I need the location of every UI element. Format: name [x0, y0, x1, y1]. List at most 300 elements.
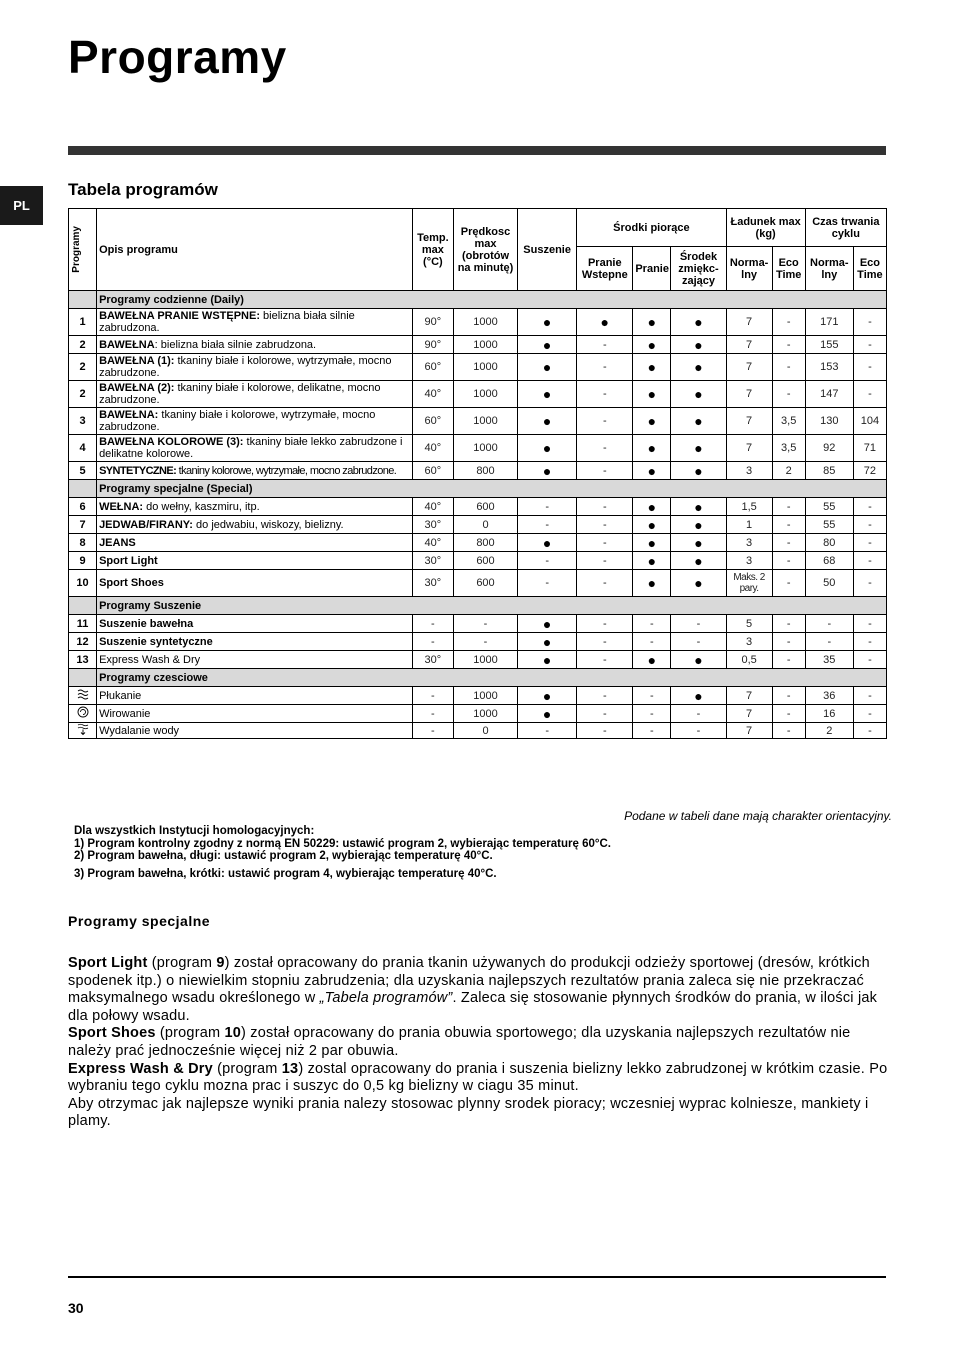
load-eco-cell: -	[772, 534, 805, 552]
duration-normal-cell: 153	[805, 354, 853, 381]
language-tab: PL	[0, 186, 43, 225]
program-number: 11	[69, 615, 97, 633]
header-ladunek-eco: Eco Time	[772, 247, 805, 291]
temperature-cell: -	[412, 633, 453, 651]
wash-detergent-cell: ●	[633, 651, 671, 669]
table-row	[69, 498, 887, 516]
drying-cell: -	[518, 516, 577, 534]
program-number: 6	[69, 498, 97, 516]
table-row	[69, 687, 887, 705]
prewash-detergent-cell: -	[577, 651, 633, 669]
homolog-note-1: 1) Program kontrolny zgodny z normą EN 50229: ustawić program 2, wybierając temperaturę 60°C.	[74, 837, 611, 850]
table-row	[69, 309, 887, 336]
header-ladunek-normalny: Norma-lny	[726, 247, 772, 291]
softener-cell: -	[671, 705, 726, 723]
load-normal-cell: 3	[726, 633, 772, 651]
program-number: 7	[69, 516, 97, 534]
program-detail: Płukanie	[99, 689, 142, 702]
program-name: SYNTETYCZNE:	[99, 464, 177, 477]
table-row	[69, 633, 887, 651]
duration-eco-cell: -	[853, 570, 886, 597]
table-row	[69, 462, 887, 480]
spin-speed-cell: 1000	[453, 705, 517, 723]
program-name: BAWEŁNA KOLOROWE (3):	[99, 436, 244, 448]
program-detail: : bielizna biała silnie zabrudzona.	[154, 338, 317, 351]
section-header-row	[69, 669, 887, 687]
program-number: 2	[69, 354, 97, 381]
header-opis: Opis programu	[97, 209, 413, 291]
load-normal-cell: 1,5	[726, 498, 772, 516]
program-name: JEANS	[99, 536, 136, 549]
wash-detergent-cell: ●	[633, 516, 671, 534]
drying-cell: ●	[518, 435, 577, 462]
load-normal-cell: 7	[726, 354, 772, 381]
program-description	[97, 498, 413, 516]
temperature-cell: 60°	[412, 354, 453, 381]
temperature-cell: 40°	[412, 498, 453, 516]
table-row	[69, 570, 887, 597]
duration-eco-cell: 72	[853, 462, 886, 480]
drain-icon	[77, 726, 89, 738]
special-programs-description	[68, 955, 893, 1131]
program-description	[97, 408, 413, 435]
temperature-cell: 60°	[412, 408, 453, 435]
drying-cell: ●	[518, 336, 577, 354]
wash-detergent-cell: ●	[633, 336, 671, 354]
softener-cell: -	[671, 633, 726, 651]
table-row	[69, 381, 887, 408]
duration-normal-cell: 55	[805, 498, 853, 516]
duration-normal-cell: 68	[805, 552, 853, 570]
prewash-detergent-cell: -	[577, 498, 633, 516]
section-title-cell: Programy specjalne (Special)	[97, 480, 887, 498]
prewash-detergent-cell: -	[577, 435, 633, 462]
load-normal-cell: 7	[726, 705, 772, 723]
duration-eco-cell: -	[853, 723, 886, 739]
softener-cell: -	[671, 723, 726, 739]
table-row	[69, 534, 887, 552]
temperature-cell: -	[412, 723, 453, 739]
load-normal-cell: 7	[726, 408, 772, 435]
drying-cell: -	[518, 723, 577, 739]
spin-speed-cell: 1000	[453, 381, 517, 408]
temperature-cell: -	[412, 615, 453, 633]
duration-normal-cell: 55	[805, 516, 853, 534]
header-czas-normalny: Norma-lny	[805, 247, 853, 291]
temperature-cell: 90°	[412, 336, 453, 354]
section-header-spacer	[69, 291, 97, 309]
header-ladunek: Ładunek max (kg)	[726, 209, 805, 247]
prewash-detergent-cell: ●	[577, 309, 633, 336]
drying-cell: ●	[518, 705, 577, 723]
table-row	[69, 723, 887, 739]
spin-speed-cell: 1000	[453, 435, 517, 462]
load-normal-cell: 7	[726, 336, 772, 354]
temperature-cell: 30°	[412, 651, 453, 669]
page-number: 30	[68, 1300, 84, 1316]
temperature-cell: -	[412, 705, 453, 723]
temperature-cell: 30°	[412, 552, 453, 570]
program-detail: tkaniny kolorowe, wytrzymałe, mocno zabrudzone.	[176, 464, 397, 477]
spin-speed-cell: -	[453, 633, 517, 651]
header-programy: Programy	[69, 209, 97, 291]
table-row	[69, 336, 887, 354]
program-detail: do wełny, kaszmiru, itp.	[143, 500, 260, 513]
express-wash-paragraph: Express Wash & Dry (program 13) zostal opracowany do prania i suszenia bielizny lekko zabrudzonej w krótkim czasie. Po wybraniu tego cyklu mozna prac i suszyc do 0,5 kg bielizny w ciagu 35 minut.	[68, 1060, 888, 1095]
temperature-cell: 40°	[412, 381, 453, 408]
duration-normal-cell: 171	[805, 309, 853, 336]
drying-cell: -	[518, 498, 577, 516]
section-title: Tabela programów	[68, 180, 218, 199]
duration-normal-cell: 50	[805, 570, 853, 597]
spin-speed-cell: 1000	[453, 408, 517, 435]
wash-detergent-cell: -	[633, 615, 671, 633]
section-header-spacer	[69, 669, 97, 687]
spin-speed-cell: 1000	[453, 309, 517, 336]
wash-detergent-cell: -	[633, 723, 671, 739]
duration-eco-cell: -	[853, 651, 886, 669]
drying-cell: ●	[518, 354, 577, 381]
duration-eco-cell: -	[853, 309, 886, 336]
program-number	[69, 723, 97, 739]
sport-shoes-paragraph: Sport Shoes (program 10) został opracowany do prania obuwia sportowego; dla uzyskania najlepszych rezultatów nie należy prać jednocześnie więcej niż 2 par obuwia.	[68, 1025, 851, 1059]
program-table-body	[69, 291, 887, 739]
prewash-detergent-cell: -	[577, 723, 633, 739]
program-description	[97, 570, 413, 597]
program-number: 3	[69, 408, 97, 435]
wash-detergent-cell: -	[633, 705, 671, 723]
section-header-spacer	[69, 597, 97, 615]
spin-speed-cell: 800	[453, 534, 517, 552]
program-description	[97, 633, 413, 651]
duration-normal-cell: 36	[805, 687, 853, 705]
load-eco-cell: -	[772, 354, 805, 381]
duration-normal-cell: 130	[805, 408, 853, 435]
duration-eco-cell: 104	[853, 408, 886, 435]
table-row	[69, 705, 887, 723]
program-description	[97, 435, 413, 462]
spin-speed-cell: 600	[453, 498, 517, 516]
header-suszenie: Suszenie	[518, 209, 577, 291]
program-detail: Wirowanie	[99, 707, 151, 720]
duration-eco-cell: -	[853, 354, 886, 381]
program-number: 2	[69, 336, 97, 354]
homologation-notes	[74, 825, 611, 880]
program-name: Suszenie syntetyczne	[99, 635, 213, 648]
load-normal-cell: Maks. 2 pary.	[726, 570, 772, 597]
program-name: Sport Shoes	[99, 577, 164, 589]
softener-cell: ●	[671, 381, 726, 408]
program-description	[97, 687, 413, 705]
duration-eco-cell: -	[853, 516, 886, 534]
duration-normal-cell: 147	[805, 381, 853, 408]
table-row	[69, 354, 887, 381]
drying-cell: ●	[518, 651, 577, 669]
program-name: JEDWAB/FIRANY:	[99, 518, 193, 531]
temperature-cell: 60°	[412, 462, 453, 480]
duration-eco-cell: 71	[853, 435, 886, 462]
orientation-note: Podane w tabeli dane mają charakter orientacyjny.	[624, 809, 892, 823]
spin-speed-cell: 0	[453, 723, 517, 739]
spin-speed-cell: 600	[453, 552, 517, 570]
program-description	[97, 354, 413, 381]
spin-speed-cell: 1000	[453, 336, 517, 354]
program-number: 8	[69, 534, 97, 552]
load-normal-cell: 3	[726, 534, 772, 552]
drying-cell: ●	[518, 462, 577, 480]
wash-detergent-cell: ●	[633, 408, 671, 435]
header-czas: Czas trwania cyklu	[805, 209, 886, 247]
duration-normal-cell: 80	[805, 534, 853, 552]
program-number: 12	[69, 633, 97, 651]
program-description	[97, 534, 413, 552]
softener-cell: ●	[671, 336, 726, 354]
drying-cell: ●	[518, 309, 577, 336]
softener-cell: ●	[671, 498, 726, 516]
program-number: 9	[69, 552, 97, 570]
program-name: BAWEŁNA	[99, 338, 155, 351]
prewash-detergent-cell: -	[577, 462, 633, 480]
program-number: 2	[69, 381, 97, 408]
load-eco-cell: -	[772, 516, 805, 534]
program-number: 10	[69, 570, 97, 597]
program-description	[97, 336, 413, 354]
program-detail: do jedwabiu, wiskozy, bielizny.	[192, 518, 344, 531]
drying-cell: ●	[518, 381, 577, 408]
softener-cell: ●	[671, 408, 726, 435]
header-srodki: Środki piorące	[577, 209, 726, 247]
wash-detergent-cell: ●	[633, 381, 671, 408]
wash-detergent-cell: ●	[633, 552, 671, 570]
load-normal-cell: 7	[726, 381, 772, 408]
temperature-cell: 40°	[412, 534, 453, 552]
homolog-note-3: 3) Program bawełna, krótki: ustawić program 4, wybierając temperaturę 40°C.	[74, 867, 497, 880]
spin-icon	[77, 709, 89, 721]
program-detail: Wydalanie wody	[99, 724, 180, 737]
duration-normal-cell: 85	[805, 462, 853, 480]
table-row	[69, 516, 887, 534]
load-eco-cell: -	[772, 381, 805, 408]
program-detail: bielizna biała silnie zabrudzona.	[99, 310, 355, 334]
temperature-cell: 30°	[412, 516, 453, 534]
prewash-detergent-cell: -	[577, 633, 633, 651]
spin-speed-cell: -	[453, 615, 517, 633]
softener-cell: ●	[671, 534, 726, 552]
duration-normal-cell: 35	[805, 651, 853, 669]
load-normal-cell: 7	[726, 309, 772, 336]
wash-detergent-cell: ●	[633, 570, 671, 597]
duration-normal-cell: 2	[805, 723, 853, 739]
duration-eco-cell: -	[853, 534, 886, 552]
spin-speed-cell: 1000	[453, 354, 517, 381]
duration-eco-cell: -	[853, 381, 886, 408]
wash-detergent-cell: ●	[633, 462, 671, 480]
drying-cell: -	[518, 552, 577, 570]
wash-detergent-cell: -	[633, 687, 671, 705]
load-eco-cell: -	[772, 498, 805, 516]
prewash-detergent-cell: -	[577, 336, 633, 354]
load-normal-cell: 1	[726, 516, 772, 534]
page-title: Programy	[68, 31, 287, 83]
header-pranie: Pranie	[633, 247, 671, 291]
softener-cell: ●	[671, 552, 726, 570]
table-row	[69, 552, 887, 570]
program-description	[97, 552, 413, 570]
header-predkosc: Prędkosc max (obrotów na minutę)	[453, 209, 517, 291]
duration-normal-cell: 92	[805, 435, 853, 462]
duration-eco-cell: -	[853, 336, 886, 354]
wash-detergent-cell: ●	[633, 498, 671, 516]
wash-detergent-cell: ●	[633, 309, 671, 336]
spin-speed-cell: 800	[453, 462, 517, 480]
program-description	[97, 309, 413, 336]
program-description	[97, 516, 413, 534]
program-number: 1	[69, 309, 97, 336]
program-name: BAWEŁNA (1):	[99, 355, 175, 367]
load-eco-cell: -	[772, 570, 805, 597]
load-eco-cell: -	[772, 309, 805, 336]
prewash-detergent-cell: -	[577, 408, 633, 435]
load-eco-cell: -	[772, 336, 805, 354]
program-name: Sport Light	[99, 554, 158, 567]
load-normal-cell: 3	[726, 552, 772, 570]
softener-cell: ●	[671, 354, 726, 381]
special-programs-heading: Programy specjalne	[68, 913, 211, 929]
prewash-detergent-cell: -	[577, 516, 633, 534]
table-row	[69, 435, 887, 462]
program-detail: tkaniny białe i kolorowe, wytrzymałe, mocno zabrudzone.	[99, 355, 392, 379]
spin-speed-cell: 600	[453, 570, 517, 597]
prewash-detergent-cell: -	[577, 705, 633, 723]
wash-detergent-cell: ●	[633, 435, 671, 462]
spin-speed-cell: 1000	[453, 651, 517, 669]
temperature-cell: 40°	[412, 435, 453, 462]
table-row	[69, 408, 887, 435]
temperature-cell: -	[412, 687, 453, 705]
sport-light-paragraph: Sport Light (program 9) został opracowany do prania tkanin używanych do produkcji odzieży sportowej (dresów, krótkich spodenek itp.) o niewielkim stopniu zabrudzenia; dla uzyskania najlepszych rezultatów prania zaleca się nie przekraczać maksymalnego wsadu określonego w „Tabela programów”. Zaleca się stosowanie płynnych środków do prania, w ilości jak dla połowy wsadu.	[68, 955, 878, 1024]
rinse-icon	[77, 691, 89, 703]
program-detail: Express Wash & Dry	[99, 653, 201, 666]
drying-cell: ●	[518, 408, 577, 435]
program-description	[97, 723, 413, 739]
softener-cell: ●	[671, 435, 726, 462]
detergent-advice-paragraph: Aby otrzymac jak najlepsze wyniki prania nalezy stosowac plynny srodek pioracy; wczesniej wyprac kolniesze, mankiety i plamy.	[68, 1095, 869, 1130]
program-name: WEŁNA:	[99, 500, 144, 513]
load-normal-cell: 5	[726, 615, 772, 633]
wash-detergent-cell: ●	[633, 354, 671, 381]
duration-normal-cell: -	[805, 633, 853, 651]
section-header-row	[69, 291, 887, 309]
load-eco-cell: -	[772, 552, 805, 570]
prewash-detergent-cell: -	[577, 570, 633, 597]
drying-cell: ●	[518, 615, 577, 633]
program-name: BAWEŁNA:	[99, 409, 159, 421]
wash-detergent-cell: ●	[633, 534, 671, 552]
prewash-detergent-cell: -	[577, 381, 633, 408]
drying-cell: ●	[518, 534, 577, 552]
section-header-spacer	[69, 480, 97, 498]
load-eco-cell: -	[772, 705, 805, 723]
header-pranie-wstepne: Pranie Wstepne	[577, 247, 633, 291]
softener-cell: ●	[671, 651, 726, 669]
header-srodek-zmiekczajacy: Środek zmiękc-zający	[671, 247, 726, 291]
load-eco-cell: -	[772, 687, 805, 705]
load-normal-cell: 7	[726, 723, 772, 739]
program-number: 4	[69, 435, 97, 462]
table-row	[69, 651, 887, 669]
program-detail: tkaniny białe lekko zabrudzone i delikatne kolorowe.	[99, 436, 403, 460]
footer-divider	[68, 1276, 886, 1278]
duration-normal-cell: -	[805, 615, 853, 633]
program-name: Suszenie bawełna	[99, 617, 194, 630]
drying-cell: ●	[518, 633, 577, 651]
program-number: 5	[69, 462, 97, 480]
section-title-cell: Programy codzienne (Daily)	[97, 291, 887, 309]
program-number	[69, 705, 97, 723]
duration-eco-cell: -	[853, 633, 886, 651]
load-eco-cell: 3,5	[772, 435, 805, 462]
prewash-detergent-cell: -	[577, 615, 633, 633]
softener-cell: ●	[671, 570, 726, 597]
program-detail: tkaniny białe i kolorowe, wytrzymałe, mocno zabrudzone.	[99, 409, 376, 433]
program-description	[97, 462, 413, 480]
duration-normal-cell: 16	[805, 705, 853, 723]
spin-speed-cell: 0	[453, 516, 517, 534]
duration-eco-cell: -	[853, 705, 886, 723]
program-detail: tkaniny białe i kolorowe, delikatne, mocno zabrudzone.	[99, 382, 381, 406]
table-row	[69, 615, 887, 633]
load-eco-cell: -	[772, 633, 805, 651]
duration-eco-cell: -	[853, 552, 886, 570]
softener-cell: ●	[671, 462, 726, 480]
header-temp: Temp. max (°C)	[412, 209, 453, 291]
duration-eco-cell: -	[853, 615, 886, 633]
header-divider	[68, 146, 886, 155]
prewash-detergent-cell: -	[577, 534, 633, 552]
load-eco-cell: -	[772, 651, 805, 669]
load-eco-cell: 2	[772, 462, 805, 480]
program-description	[97, 705, 413, 723]
homolog-title: Dla wszystkich Instytucji homologacyjnych:	[74, 825, 315, 837]
load-eco-cell: 3,5	[772, 408, 805, 435]
section-title-cell: Programy czesciowe	[97, 669, 887, 687]
load-eco-cell: -	[772, 615, 805, 633]
section-header-row	[69, 480, 887, 498]
program-description	[97, 615, 413, 633]
softener-cell: -	[671, 615, 726, 633]
header-czas-eco: Eco Time	[853, 247, 886, 291]
program-number	[69, 687, 97, 705]
prewash-detergent-cell: -	[577, 354, 633, 381]
load-eco-cell: -	[772, 723, 805, 739]
duration-eco-cell: -	[853, 687, 886, 705]
load-normal-cell: 7	[726, 435, 772, 462]
homolog-note-2: 2) Program bawełna, długi: ustawić program 2, wybierając temperaturę 40°C.	[74, 850, 493, 862]
program-table	[68, 208, 887, 739]
program-description	[97, 651, 413, 669]
program-name: BAWEŁNA (2):	[99, 382, 175, 394]
softener-cell: ●	[671, 516, 726, 534]
temperature-cell: 90°	[412, 309, 453, 336]
softener-cell: ●	[671, 687, 726, 705]
softener-cell: ●	[671, 309, 726, 336]
section-title-cell: Programy Suszenie	[97, 597, 887, 615]
program-description	[97, 381, 413, 408]
temperature-cell: 30°	[412, 570, 453, 597]
load-normal-cell: 0,5	[726, 651, 772, 669]
program-name: BAWEŁNA PRANIE WSTĘPNE:	[99, 310, 260, 322]
duration-eco-cell: -	[853, 498, 886, 516]
